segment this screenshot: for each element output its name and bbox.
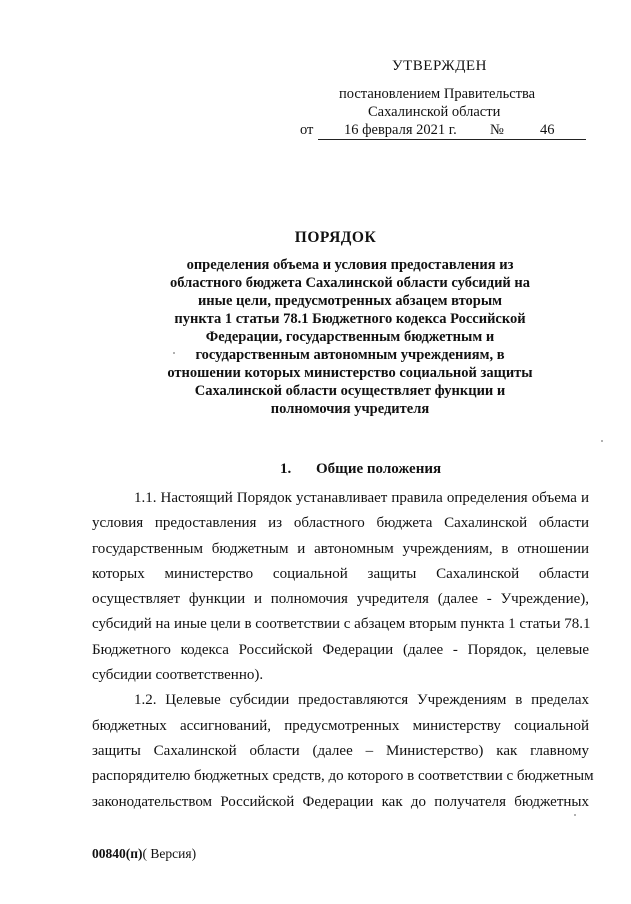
paragraph-line: 1.2. Целевые субсидии предоставляются Учреждениям в пределах [134, 692, 589, 709]
paragraph-line: Бюджетного кодекса Российской Федерации (далее - Порядок, целевые [92, 641, 589, 658]
scan-speck [601, 440, 603, 442]
document-subtitle [160, 256, 540, 418]
subtitle-line: областного бюджета Сахалинской области субсидий на [169, 275, 531, 291]
subtitle-line: государственным автономным учреждениям, в [195, 347, 505, 363]
paragraph-line: государственным бюджетным и автономным учреждениям, в отношении [92, 540, 589, 557]
date-underline [318, 139, 586, 140]
paragraph-line: законодательством Российской Федерации как до получателя бюджетных [92, 793, 589, 810]
approval-resolution-line: постановлением Правительства [339, 86, 536, 102]
document-version: ( Версия) [142, 846, 197, 861]
paragraph-line: которых министерство социальной защиты Сахалинской области [92, 565, 589, 582]
document-title: ПОРЯДОК [294, 229, 377, 246]
approval-region-line: Сахалинской области [368, 104, 501, 120]
document-code: 00840(п) [92, 846, 143, 861]
paragraph-line: субсидии соответственно). [92, 667, 264, 684]
subtitle-line: отношении которых министерство социальной защиты [167, 365, 533, 381]
paragraph-line: распорядителю бюджетных средств, до которого в соответствии с бюджетным [92, 768, 594, 785]
scan-speck [574, 814, 576, 816]
approval-number: 46 [540, 122, 555, 138]
scan-speck [173, 352, 175, 354]
paragraph-line: условия предоставления из областного бюджета Сахалинской области [92, 515, 589, 532]
date-prefix: от [300, 122, 314, 138]
approval-date: 16 февраля 2021 г. [344, 122, 457, 138]
paragraph-line: осуществляет функции и полномочия учредителя (далее - Учреждение), [92, 591, 589, 608]
section-heading [280, 461, 441, 478]
paragraph-line: 1.1. Настоящий Порядок устанавливает правила определения объема и [134, 490, 589, 506]
approval-date-row [300, 122, 590, 142]
section-number: 1. [280, 461, 292, 477]
subtitle-line: Сахалинской области осуществляет функции и [194, 383, 506, 399]
subtitle-line: полномочия учредителя [270, 401, 430, 417]
footer-code [92, 846, 196, 862]
subtitle-line: определения объема и условия предоставления из [186, 257, 514, 273]
subtitle-line: иные цели, предусмотренных абзацем вторым [197, 293, 503, 309]
number-sign: № [490, 122, 504, 138]
paragraph-line: бюджетных ассигнований, предусмотренных министерству социальной [92, 717, 589, 734]
subtitle-line: пункта 1 статьи 78.1 Бюджетного кодекса Российской [174, 311, 526, 327]
section-title: Общие положения [316, 461, 442, 477]
body-text [92, 486, 594, 815]
paragraph-line: защиты Сахалинской области (далее – Министерство) как главному [92, 742, 589, 759]
approved-title: УТВЕРЖДЕН [392, 58, 487, 74]
subtitle-line: Федерации, государственным бюджетным и [205, 329, 495, 345]
paragraph-line: субсидий на иные цели в соответствии с абзацем вторым пункта 1 статьи 78.1 [92, 616, 591, 633]
